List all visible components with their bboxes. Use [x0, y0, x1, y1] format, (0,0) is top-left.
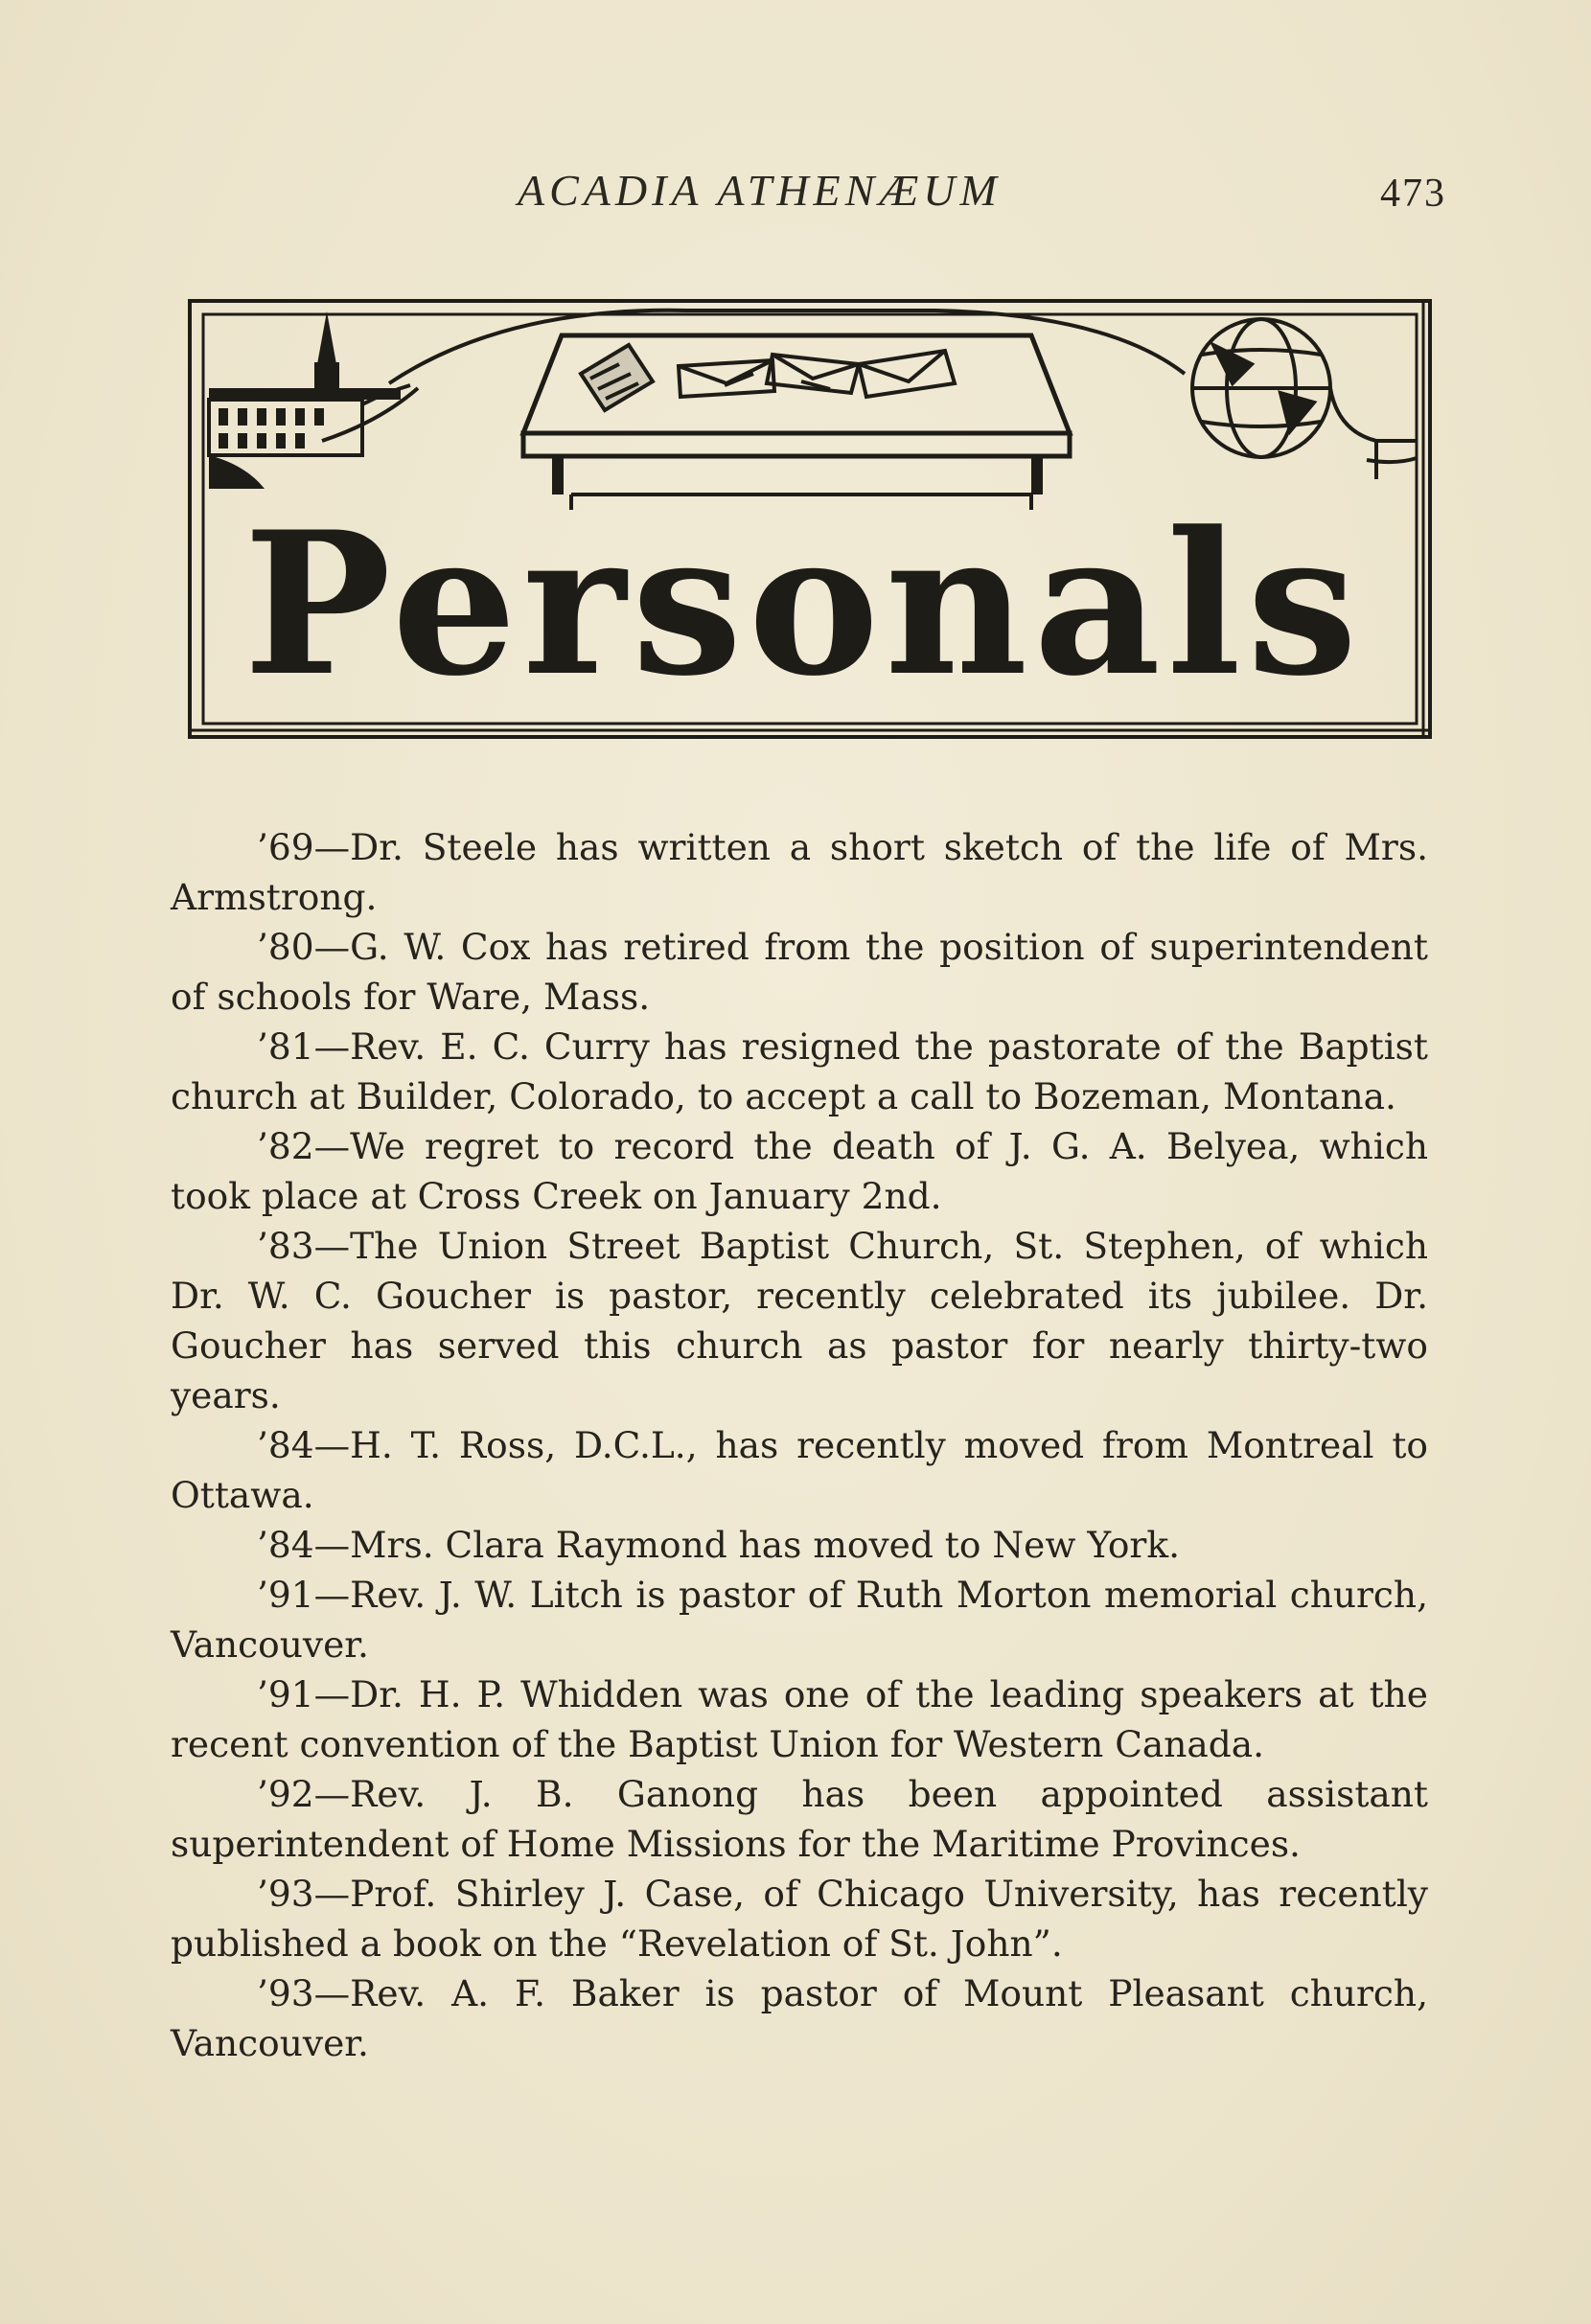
running-head — [0, 165, 1591, 232]
entry-item: ’93—Prof. Shirley J. Case, of Chicago University, has recently published a book on the “Revelation of St. John”. — [171, 1873, 1428, 1965]
entry-item: ’84—Mrs. Clara Raymond has moved to New York. — [257, 1524, 1180, 1566]
banner-arch — [389, 311, 1185, 383]
page-number: 473 — [1380, 172, 1446, 216]
entry-item: ’93—Rev. A. F. Baker is pastor of Mount Pleasant church, Vancouver. — [171, 1972, 1428, 2064]
entry-item: ’69—Dr. Steele has written a short sketch of the life of Mrs. Armstrong. — [171, 826, 1428, 918]
entry-item: ’91—Rev. J. W. Litch is pastor of Ruth Morton memorial church, Vancouver. — [171, 1574, 1428, 1666]
entry-item: ’84—H. T. Ross, D.C.L., has recently moved from Montreal to Ottawa. — [171, 1424, 1428, 1516]
entry-item: ’80—G. W. Cox has retired from the position of superintendent of schools for Ware, Mass. — [171, 926, 1428, 1018]
personals-entries — [171, 822, 1428, 2068]
entry-item: ’83—The Union Street Baptist Church, St. Stephen, of which Dr. W. C. Goucher is pastor, recently celebrated its jubilee. Dr. Goucher has served this church as pastor for nearly thirty-two years. — [171, 1225, 1428, 1416]
entry-item: ’82—We regret to record the death of J. G. A. Belyea, which took place at Cross Creek on January 2nd. — [171, 1125, 1428, 1217]
entry-item: ’92—Rev. J. B. Ganong has been appointed assistant superintendent of Home Missions for the Maritime Provinces. — [171, 1773, 1428, 1865]
entry-item: ’91—Dr. H. P. Whidden was one of the leading speakers at the recent convention of the Baptist Union for Western Canada. — [171, 1673, 1428, 1765]
personals-banner — [188, 297, 1434, 743]
banner-title: Personals — [243, 490, 1364, 720]
globe-icon — [1192, 319, 1417, 479]
banner-illustration — [188, 297, 1434, 743]
running-title: ACADIA ATHENÆUM — [518, 166, 1002, 215]
letters-icon — [581, 345, 955, 410]
church-building-icon — [209, 311, 410, 489]
entry-item: ’81—Rev. E. C. Curry has resigned the pastorate of the Baptist church at Builder, Colorado, to accept a call to Bozeman, Montana. — [171, 1025, 1428, 1117]
